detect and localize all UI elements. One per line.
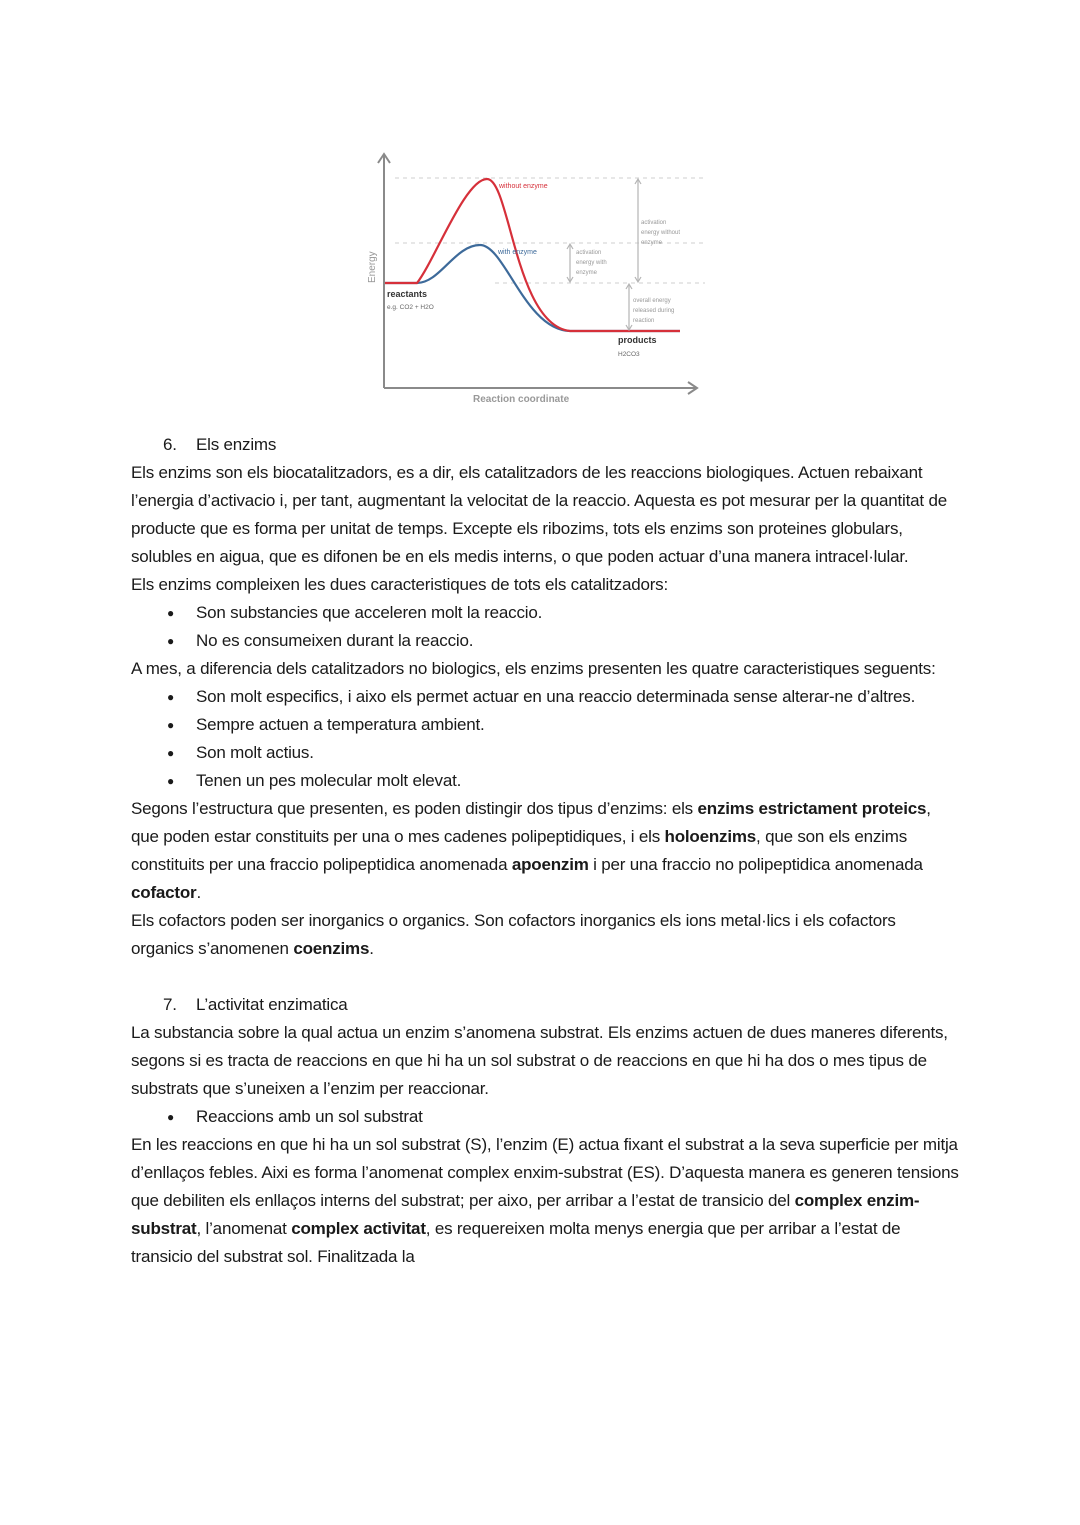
text: Segons l’estructura que presenten, es poden distingir dos tipus d’enzims: els [131,799,698,818]
paragraph: A mes, a diferencia dels catalitzadors no biologics, els enzims presenten les quatre caracteristiques seguents: [131,659,936,678]
section-number: 7. [163,995,177,1014]
text: Els cofactors poden ser inorganics o organics. Son cofactors inorganics els ions metal·lics i els cofactors organics s’anomenen [131,911,896,958]
list-item: ● Tenen un pes molecular molt elevat. [131,767,961,795]
text: , que son els enzims constituits per una fraccio polipeptidica anomenada [131,827,908,874]
bold-term: enzims estrictament proteics [697,799,927,818]
section-7-heading [131,991,961,1019]
list-item: ● Sempre actuen a temperatura ambient. [131,711,961,739]
list-item: ● Son substancies que acceleren molt la reaccio. [131,599,961,627]
bullet-list [131,683,961,795]
bold-term: complex activitat [291,1219,426,1238]
x-axis-label: Reaction coordinate [473,394,570,405]
text: , que poden estar constituits per una o mes cadenes polipeptidiques, i els [131,799,931,846]
section-title: L’activitat enzimatica [196,995,348,1014]
axes [378,154,697,394]
text: . [196,883,202,902]
label-reactants-example: e.g. CO2 + H2O [387,304,434,311]
paragraph [131,1131,961,1271]
label-products: products [618,335,657,345]
section-number: 6. [163,435,177,454]
label-activation-without-3: enzyme [641,240,663,246]
label-activation-with-1: activation [576,250,602,256]
bold-term: complex enzim-substrat [131,1191,920,1238]
section-6-heading [131,431,961,459]
paragraph: Els enzims son els biocatalitzadors, es a dir, els catalitzadors de les reaccions biologiques. Actuen rebaixant l’energia d’activacio i, per tant, augmentant la velocitat de la reaccio. Aquesta es pot mesurar per la quantitat de producte que es forma per unitat de temps. Excepte els ribozims, tots els enzims son proteines globulars, solubles en aigua, que es difonen be en els medis interns, o que poden actuar d’una manera intracel·lular. [131,463,947,566]
list-item: ● Son molt actius. [131,739,961,767]
energy-diagram [355,145,715,410]
spacer [131,963,961,991]
text: , es requereixen molta menys energia que per arribar a l’estat de transicio del substrat sol. Finalitzada la [131,1219,901,1266]
y-axis-label: Energy [367,251,378,283]
list-item: ● Reaccions amb un sol substrat [131,1103,961,1131]
label-activation-without-1: activation [641,220,667,226]
text: En les reaccions en que hi ha un sol substrat (S), l’enzim (E) actua fixant el substrat a la seva superficie per mitja d’enllaços febles. Aixi es forma l’anomenat complex enxim-substrat (ES). D’aquesta manera es generen tensions que debiliten els enllaços interns del substrat; per aixo, per arribar a l’estat de transicio del [131,1135,959,1210]
label-overall-1: overall energy [633,298,671,304]
document-body [131,431,961,1271]
label-activation-without-2: energy without [641,230,681,236]
bullet-list [131,599,961,655]
label-activation-with-3: enzyme [576,270,598,276]
label-activation-with-2: energy with [576,260,607,266]
list-item: ● Son molt especifics, i aixo els permet actuar en una reaccio determinada sense alterar-ne d’altres. [131,683,961,711]
text: , l’anomenat [196,1219,292,1238]
label-reactants: reactants [387,289,428,299]
text: . [369,939,374,958]
paragraph: Els enzims compleixen les dues caracteristiques de tots els catalitzadors: [131,575,669,594]
bullet-list [131,1103,961,1131]
section-title: Els enzims [196,435,277,454]
label-overall-2: released during [633,308,675,314]
label-overall-3: reaction [633,318,655,324]
list-item: ● No es consumeixen durant la reaccio. [131,627,961,655]
text: i per una fraccio no polipeptidica anomenada [588,855,923,874]
bold-term: apoenzim [511,855,589,874]
bold-term: cofactor [131,883,197,902]
paragraph [131,907,961,963]
bold-term: holoenzims [664,827,757,846]
paragraph [131,795,961,907]
label-without-enzyme: without enzyme [499,183,548,190]
label-products-example: H2CO3 [618,351,640,358]
paragraph: La substancia sobre la qual actua un enzim s’anomena substrat. Els enzims actuen de dues maneres diferents, segons si es tracta de reaccions en que hi ha un sol substrat o de reaccions en que hi ha dos o mes tipus de substrats que s’uneixen a l’enzim per reaccionar. [131,1023,948,1098]
label-with-enzyme: with enzyme [498,249,537,256]
bold-term: coenzims [293,939,370,958]
